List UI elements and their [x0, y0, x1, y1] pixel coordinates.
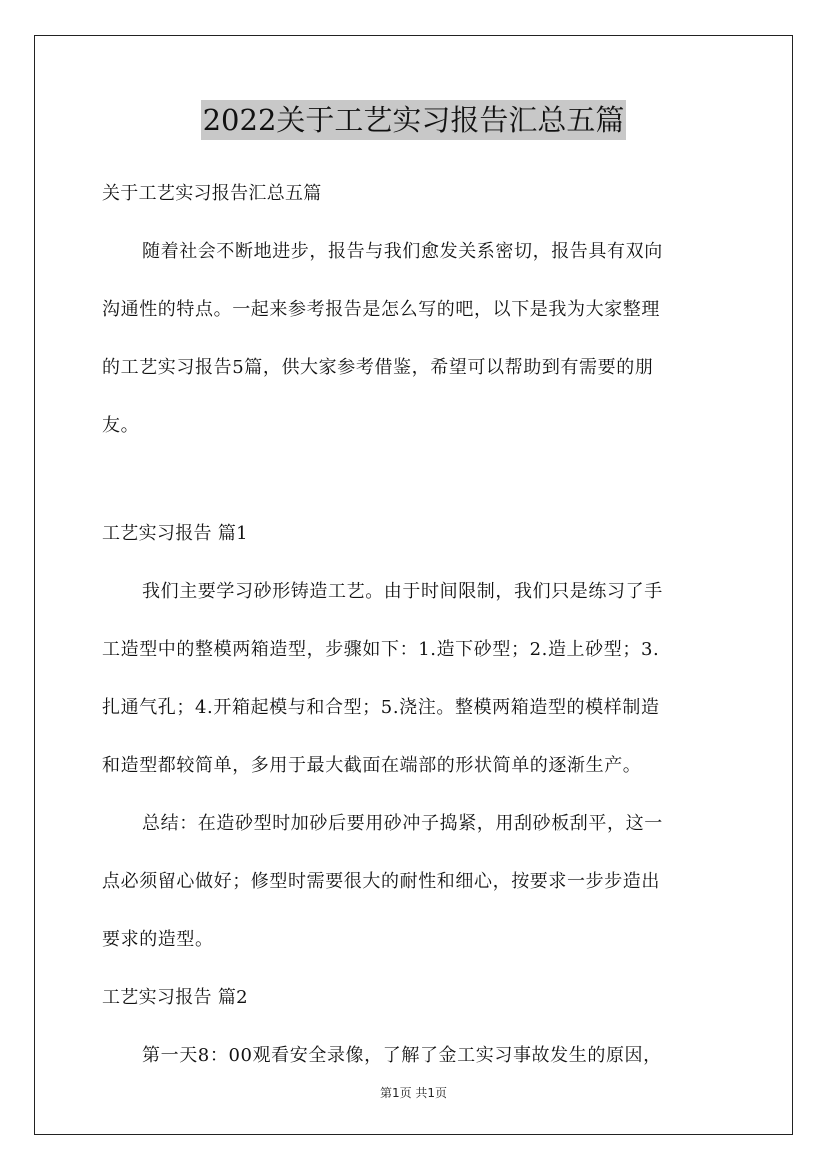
- section1-paragraph-2: [102, 802, 728, 976]
- paragraph-line: 的工艺实习报告5篇，供大家参考借鉴，希望可以帮助到有需要的朋: [102, 357, 654, 378]
- page-number: 第1页 共1页: [379, 1086, 448, 1100]
- paragraph-line: 随着社会不断地进步，报告与我们愈发关系密切，报告具有双向: [142, 241, 663, 262]
- paragraph-line: 扎通气孔；4.开箱起模与和合型；5.浇注。整模两箱造型的模样制造: [102, 697, 660, 718]
- section1-paragraph-1: [102, 570, 728, 802]
- paragraph-line: 和造型都较简单，多用于最大截面在端部的形状简单的逐渐生产。: [102, 755, 642, 776]
- paragraph-line: 要求的造型。: [102, 929, 214, 950]
- intro-paragraph: [102, 230, 728, 462]
- paragraph-line: 第一天8：00观看安全录像，了解了金工实习事故发生的原因，: [142, 1045, 662, 1066]
- paragraph-line: 总结：在造砂型时加砂后要用砂冲子捣紧，用刮砂板刮平，这一: [142, 813, 663, 834]
- spacer: [102, 462, 728, 512]
- section-heading: 工艺实习报告 篇2: [102, 987, 248, 1008]
- paragraph-line: 我们主要学习砂形铸造工艺。由于时间限制，我们只是练习了手: [142, 581, 663, 602]
- paragraph-line: 沟通性的特点。一起来参考报告是怎么写的吧，以下是我为大家整理: [102, 299, 660, 320]
- paragraph-line: 工造型中的整模两箱造型，步骤如下：1.造下砂型；2.造上砂型；3.: [102, 639, 660, 660]
- document-body: [102, 172, 728, 1092]
- section-heading: 工艺实习报告 篇1: [102, 523, 248, 544]
- paragraph-line: 点必须留心做好；修型时需要很大的耐性和细心，按要求一步步造出: [102, 871, 660, 892]
- document-subtitle: 关于工艺实习报告汇总五篇: [102, 183, 322, 204]
- title-area: [0, 100, 827, 140]
- page-footer: [0, 1084, 827, 1101]
- paragraph-line: 友。: [102, 415, 140, 436]
- document-title: 2022关于工艺实习报告汇总五篇: [201, 100, 627, 140]
